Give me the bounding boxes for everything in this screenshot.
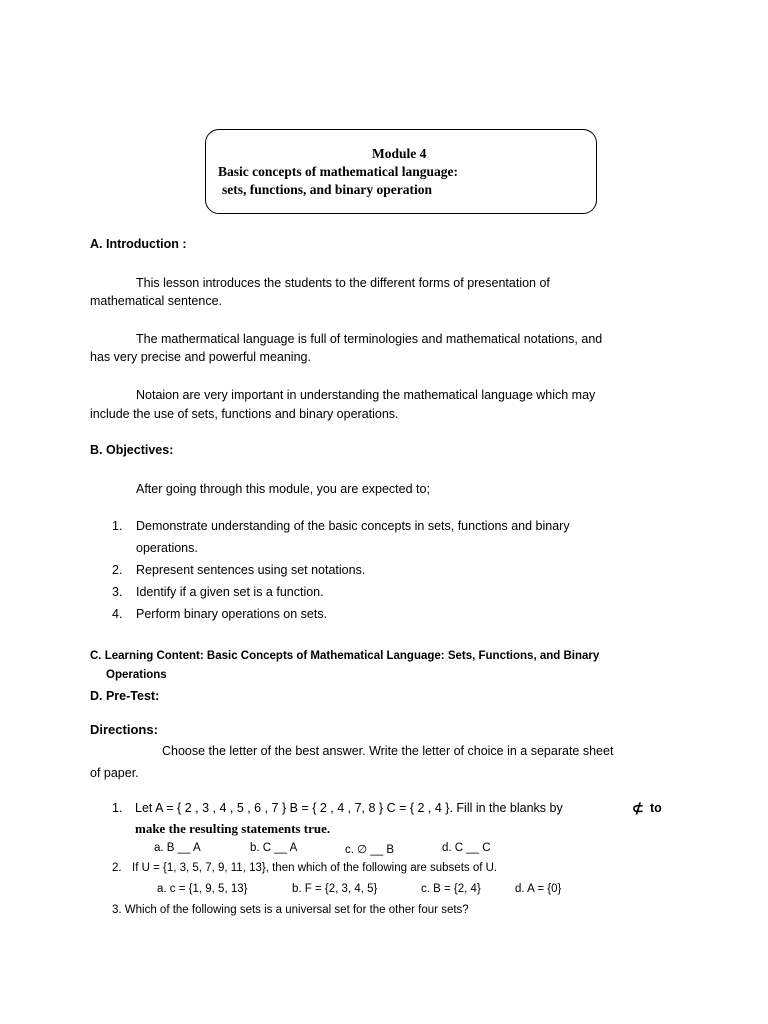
question-1-number: 1. <box>112 801 123 815</box>
objective-item-1-line-1: Demonstrate understanding of the basic concepts in sets, functions and binary <box>136 519 570 533</box>
not-subset-symbol: ⊄ <box>632 800 644 816</box>
directions-line-2: of paper. <box>90 766 139 780</box>
introduction-heading: A. Introduction : <box>90 237 187 251</box>
question-1-choice-a: a. B __ A <box>154 842 201 854</box>
objective-item-2: Represent sentences using set notations. <box>136 563 366 577</box>
question-1-line-2: make the resulting statements true. <box>135 821 331 836</box>
question-2-choice-b: b. F = {2, 3, 4, 5} <box>292 883 378 895</box>
objective-number: 2. <box>112 563 123 577</box>
objectives-lead: After going through this module, you are expected to; <box>136 482 430 496</box>
objective-item-1-line-2: operations. <box>136 541 198 555</box>
question-1-choice-d: d. C __ C <box>442 842 491 854</box>
objective-item-3: Identify if a given set is a function. <box>136 585 324 599</box>
question-2-number: 2. <box>112 862 122 874</box>
objective-number: 1. <box>112 519 123 533</box>
intro-paragraph-1-line-1: This lesson introduces the students to the different forms of presentation of <box>136 276 550 290</box>
objective-item-4: Perform binary operations on sets. <box>136 607 328 621</box>
module-number: Module 4 <box>372 146 427 161</box>
question-2-choice-c: c. B = {2, 4} <box>421 883 481 895</box>
question-1-choice-c: c. ∅ __ B <box>345 844 395 856</box>
intro-paragraph-3-line-2: include the use of sets, functions and binary operations. <box>90 407 399 421</box>
pre-test-heading: D. Pre-Test: <box>90 689 160 703</box>
learning-content-heading-line-2: Operations <box>106 669 167 681</box>
directions-line-1: Choose the letter of the best answer. Write the letter of choice in a separate sheet <box>162 744 614 758</box>
question-1-line-1: Let A = { 2 , 3 , 4 , 5 , 6 , 7 } B = { 2 , 4 , 7, 8 } C = { 2 , 4 }. Fill in the blanks by <box>135 801 563 815</box>
question-1-line-1-end: to <box>650 801 662 815</box>
question-3-text: 3. Which of the following sets is a universal set for the other four sets? <box>112 904 469 916</box>
intro-paragraph-1-line-2: mathematical sentence. <box>90 294 223 308</box>
directions-heading: Directions: <box>90 722 158 737</box>
question-2-choice-d: d. A = {0} <box>515 883 562 895</box>
intro-paragraph-2-line-1: The mathermatical language is full of terminologies and mathematical notations, and <box>136 332 603 346</box>
module-title-line2: sets, functions, and binary operation <box>222 182 433 197</box>
objective-number: 3. <box>112 585 123 599</box>
intro-paragraph-2-line-2: has very precise and powerful meaning. <box>90 350 311 364</box>
question-1-choice-b: b. C __ A <box>250 842 298 854</box>
objectives-heading: B. Objectives: <box>90 443 174 457</box>
question-2-text: If U = {1, 3, 5, 7, 9, 11, 13}, then which of the following are subsets of U. <box>132 862 498 874</box>
learning-content-heading-line-1: C. Learning Content: Basic Concepts of Mathematical Language: Sets, Functions, and Binary <box>90 650 600 662</box>
objective-number: 4. <box>112 607 123 621</box>
question-2-choice-a: a. c = {1, 9, 5, 13} <box>157 883 248 895</box>
intro-paragraph-3-line-1: Notaion are very important in understanding the mathematical language which may <box>136 388 596 402</box>
module-title-line1: Basic concepts of mathematical language: <box>218 164 458 179</box>
